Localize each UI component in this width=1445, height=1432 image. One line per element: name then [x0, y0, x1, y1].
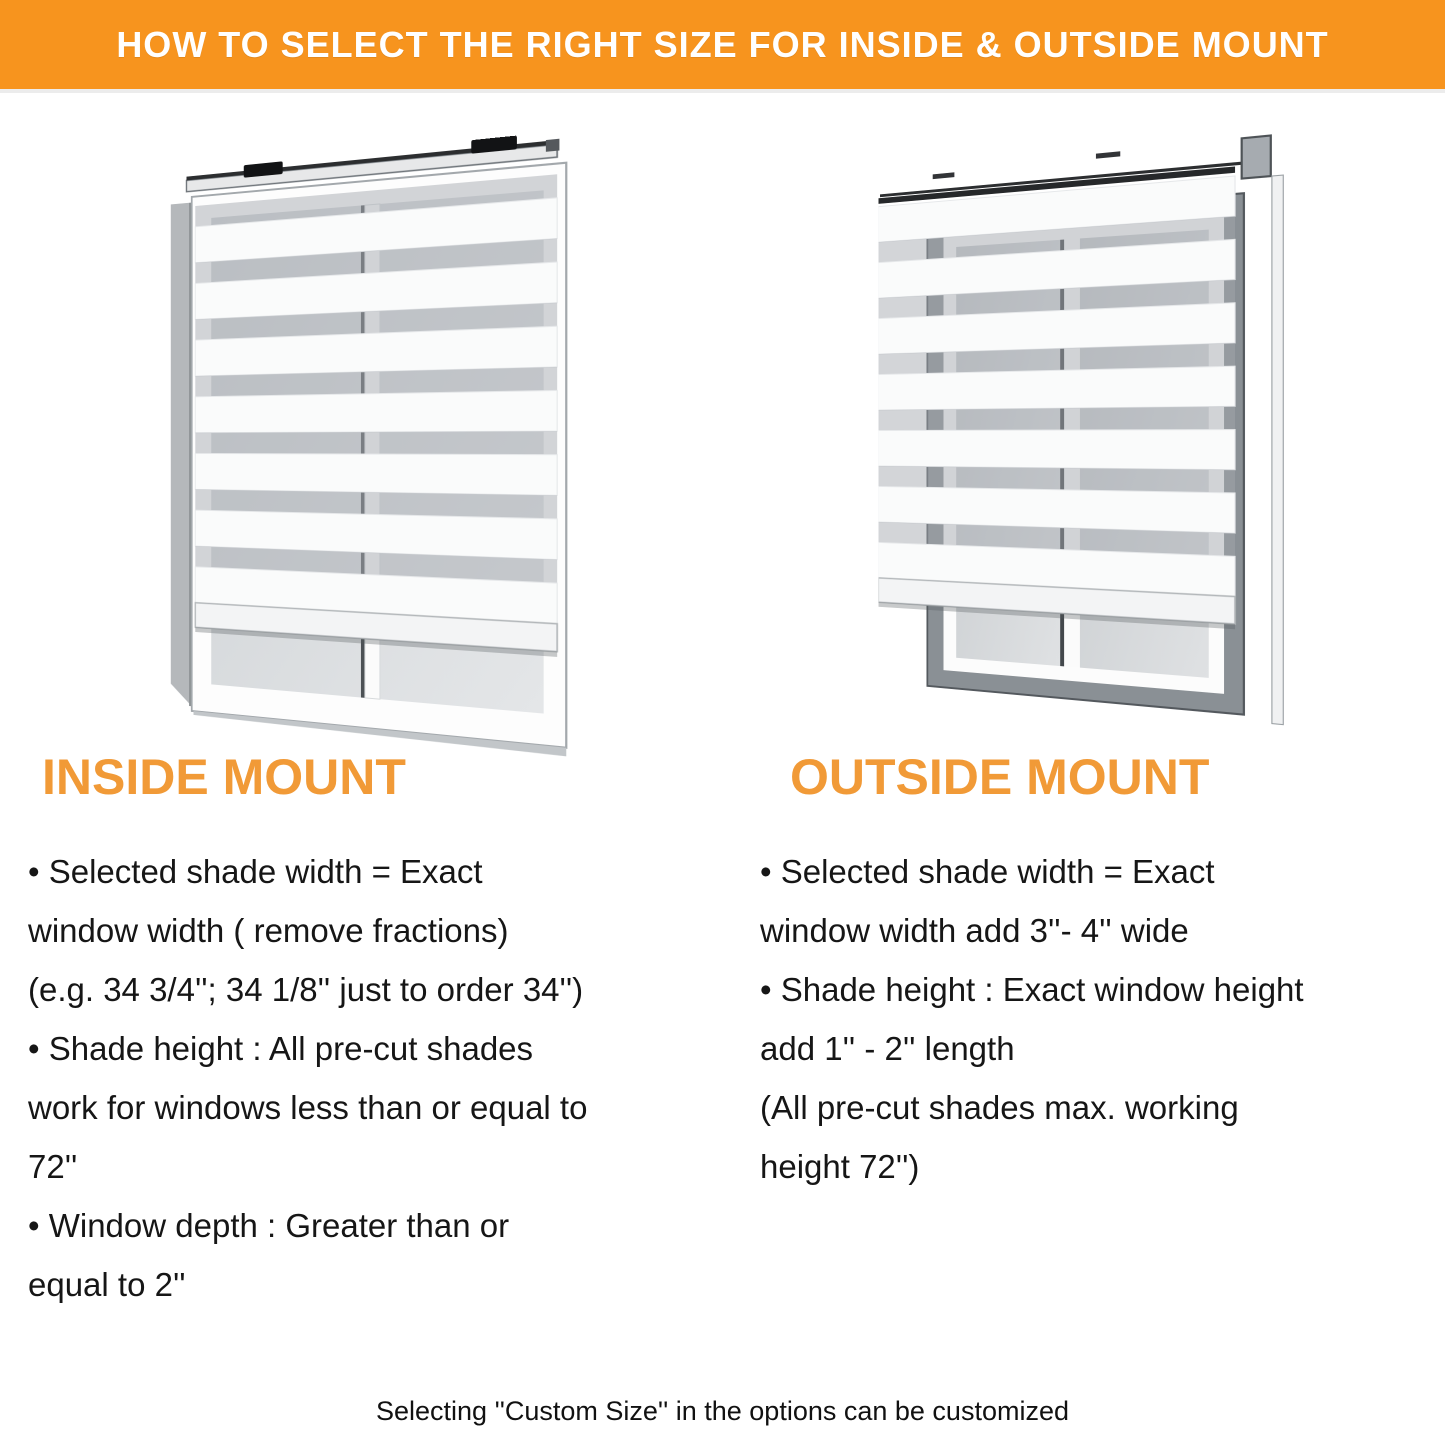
- inside-mount-bullets: [28, 842, 738, 1314]
- bullet-line: • Window depth : Greater than or: [28, 1207, 510, 1244]
- bullet-line: window width add 3''- 4'' wide: [760, 912, 1189, 949]
- inside-mount-window-drawing: [166, 130, 574, 759]
- outside-mount-window-drawing: [878, 122, 1296, 753]
- outside-mount-bullets: [760, 842, 1440, 1196]
- screw-mark: [1096, 151, 1120, 158]
- bullet-line: • Selected shade width = Exact: [28, 853, 483, 890]
- bullet-line: add 1'' - 2'' length: [760, 1030, 1015, 1067]
- side-trim: [1272, 175, 1283, 725]
- wall-jamb: [171, 203, 192, 707]
- inside-mount-perspective-wrap: [166, 130, 574, 759]
- bullet-line: • Shade height : All pre-cut shades: [28, 1030, 534, 1067]
- bullet-line: (e.g. 34 3/4''; 34 1/8'' just to order 34''): [28, 971, 584, 1008]
- bullet-line: • Selected shade width = Exact: [760, 853, 1215, 890]
- bullet-line: • Shade height : Exact window height: [760, 971, 1304, 1008]
- bullet-line: equal to 2'': [28, 1266, 186, 1303]
- zebra-stripes: [878, 176, 1235, 597]
- headrail-endcap: [546, 139, 560, 152]
- outside-mount-illustration: [862, 145, 1282, 730]
- bullet-line: work for windows less than or equal to: [28, 1089, 588, 1126]
- footer-note: Selecting ''Custom Size'' in the options can be customized: [376, 1396, 1069, 1426]
- bullet-line: window width ( remove fractions): [28, 912, 509, 949]
- inside-mount-heading: INSIDE MOUNT: [42, 749, 406, 805]
- banner-title: HOW TO SELECT THE RIGHT SIZE FOR INSIDE & OUTSIDE MOUNT: [116, 23, 1329, 65]
- outside-mount-heading: OUTSIDE MOUNT: [790, 749, 1210, 805]
- inside-mount-illustration: [150, 152, 560, 737]
- bullet-line: 72'': [28, 1148, 78, 1185]
- bullet-line: height 72''): [760, 1148, 920, 1185]
- header-banner: [0, 0, 1445, 93]
- mount-bracket-endcap: [1242, 135, 1271, 178]
- outside-mount-perspective-wrap: [878, 122, 1296, 753]
- screw-mark: [933, 172, 955, 179]
- zebra-stripes: [195, 174, 557, 624]
- bullet-line: (All pre-cut shades max. working: [760, 1089, 1239, 1126]
